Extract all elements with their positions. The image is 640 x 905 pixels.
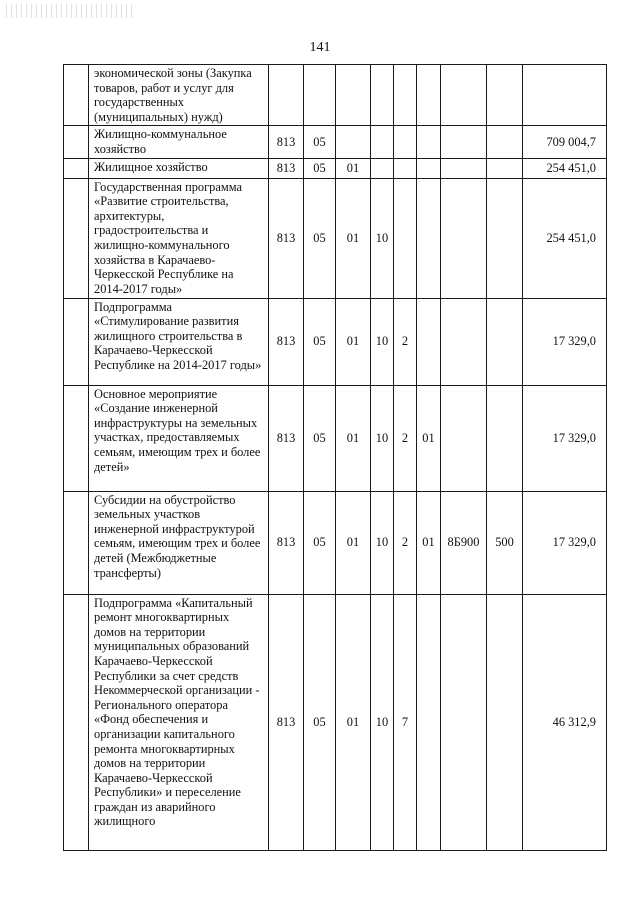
section-code-cell: 05 [304,298,336,385]
event-code-cell [417,178,441,298]
event-code-cell [417,65,441,126]
section-code-cell: 05 [304,491,336,594]
expense-type-cell [487,385,523,491]
subsection-code-cell: 01 [336,158,371,178]
amount-cell: 709 004,7 [523,126,607,158]
table-row [64,298,607,385]
table-row [64,158,607,178]
expense-type-cell [487,126,523,158]
row-name-cell: Подпрограмма «Капитальный ремонт многоквартирных домов на территории муниципальных образований Карачаево-Черкесской Республики за счет средств Некоммерческой организации - Регионального оператора «Фонд обеспечения и организации капитального ремонта многоквартирных домов на территории Карачаево-Черкесской Республики» и переселение граждан из аварийного жилищного [89,594,269,850]
program-code-cell: 10 [371,178,394,298]
row-name-cell: Государственная программа «Развитие строительства, архитектуры, градостроительства и жилищно-коммунального хозяйства в Карачаево-Черкесской Республике на 2014-2017 годы» [89,178,269,298]
section-code-cell: 05 [304,178,336,298]
row-number-cell [64,158,89,178]
row-number-cell [64,385,89,491]
program-code-cell [371,126,394,158]
program-code-cell: 10 [371,491,394,594]
row-name-cell: экономической зоны (Закупка товаров, работ и услуг для государственных (муниципальных) нужд) [89,65,269,126]
subsection-code-cell: 01 [336,594,371,850]
subprogram-code-cell: 2 [394,491,417,594]
ministry-code-cell: 813 [269,298,304,385]
direction-code-cell [441,65,487,126]
subsection-code-cell [336,65,371,126]
section-code-cell: 05 [304,385,336,491]
row-number-cell [64,491,89,594]
subprogram-code-cell [394,65,417,126]
row-number-cell [64,298,89,385]
row-number-cell [64,178,89,298]
event-code-cell [417,158,441,178]
ministry-code-cell: 813 [269,491,304,594]
event-code-cell [417,594,441,850]
amount-cell: 17 329,0 [523,298,607,385]
subsection-code-cell: 01 [336,491,371,594]
subprogram-code-cell: 7 [394,594,417,850]
subsection-code-cell: 01 [336,385,371,491]
direction-code-cell [441,298,487,385]
program-code-cell [371,158,394,178]
table-row [64,594,607,850]
ministry-code-cell: 813 [269,178,304,298]
expense-type-cell [487,298,523,385]
table-row [64,491,607,594]
ministry-code-cell [269,65,304,126]
subsection-code-cell: 01 [336,298,371,385]
direction-code-cell: 8Б900 [441,491,487,594]
direction-code-cell [441,126,487,158]
subprogram-code-cell [394,178,417,298]
subprogram-code-cell: 2 [394,298,417,385]
amount-cell: 46 312,9 [523,594,607,850]
section-code-cell: 05 [304,594,336,850]
event-code-cell [417,126,441,158]
program-code-cell [371,65,394,126]
table-row [64,385,607,491]
row-number-cell [64,594,89,850]
subprogram-code-cell [394,126,417,158]
expense-type-cell [487,65,523,126]
program-code-cell: 10 [371,385,394,491]
expense-type-cell [487,594,523,850]
subprogram-code-cell: 2 [394,385,417,491]
section-code-cell: 05 [304,158,336,178]
amount-cell: 254 451,0 [523,158,607,178]
direction-code-cell [441,158,487,178]
ministry-code-cell: 813 [269,385,304,491]
program-code-cell: 10 [371,594,394,850]
direction-code-cell [441,594,487,850]
table-row [64,178,607,298]
event-code-cell: 01 [417,491,441,594]
amount-cell: 17 329,0 [523,491,607,594]
expense-type-cell: 500 [487,491,523,594]
section-code-cell: 05 [304,126,336,158]
ministry-code-cell: 813 [269,158,304,178]
subsection-code-cell: 01 [336,178,371,298]
row-name-cell: Жилищно-коммунальное хозяйство [89,126,269,158]
section-code-cell [304,65,336,126]
direction-code-cell [441,385,487,491]
expense-type-cell [487,158,523,178]
ministry-code-cell: 813 [269,594,304,850]
page-number: 141 [309,40,331,55]
row-name-cell: Субсидии на обустройство земельных участков инженерной инфраструктурой семьям, имеющим трех и более детей (Межбюджетные трансферты) [89,491,269,594]
amount-cell: 254 451,0 [523,178,607,298]
row-name-cell: Основное мероприятие «Создание инженерной инфраструктуры на земельных участках, предоставляемых семьям, имеющим трех и более детей» [89,385,269,491]
table-row [64,126,607,158]
row-name-cell: Жилищное хозяйство [89,158,269,178]
subsection-code-cell [336,126,371,158]
amount-cell: 17 329,0 [523,385,607,491]
event-code-cell: 01 [417,385,441,491]
ministry-code-cell: 813 [269,126,304,158]
row-number-cell [64,126,89,158]
scan-speckle [6,4,136,18]
program-code-cell: 10 [371,298,394,385]
expense-type-cell [487,178,523,298]
subprogram-code-cell [394,158,417,178]
row-number-cell [64,65,89,126]
budget-table [63,64,607,851]
direction-code-cell [441,178,487,298]
event-code-cell [417,298,441,385]
table-row [64,65,607,126]
amount-cell [523,65,607,126]
row-name-cell: Подпрограмма «Стимулирование развития жилищного строительства в Карачаево-Черкесской Республике на 2014-2017 годы» [89,298,269,385]
